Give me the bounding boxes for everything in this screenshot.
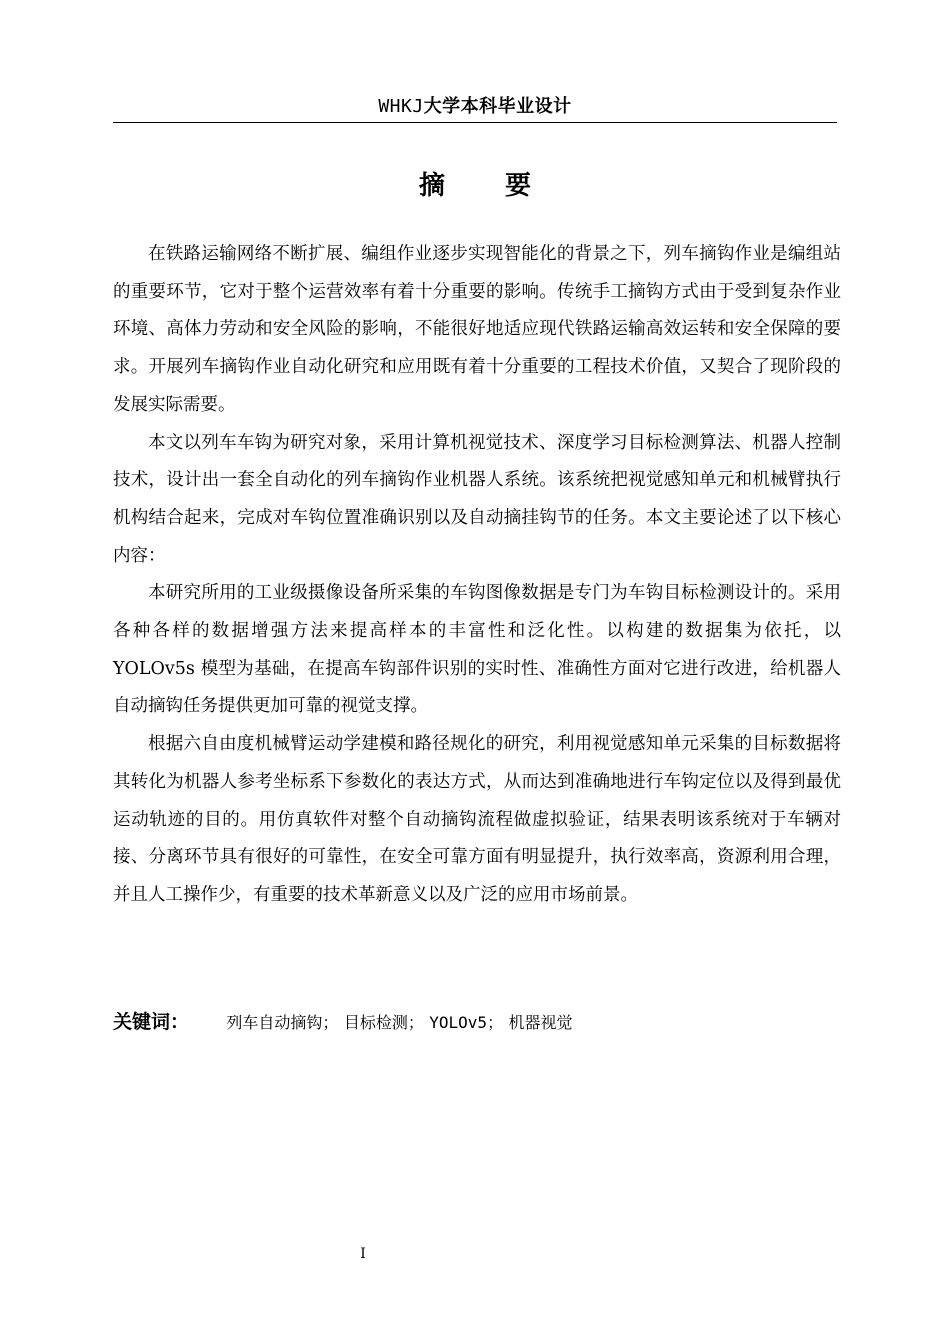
abstract-paragraph-2: 本文以列车车钩为研究对象，采用计算机视觉技术、深度学习目标检测算法、机器人控制技术，设计出一套全自动化的列车摘钩作业机器人系统。该系统把视觉感知单元和机械臂执行机构结合起来，完成对车钩位置准确识别以及自动摘挂钩节的任务。本文主要论述了以下核心内容： — [113, 432, 841, 566]
keywords-label: 关键词： — [113, 1011, 190, 1033]
page-header — [113, 92, 837, 123]
abstract-paragraph-3: 本研究所用的工业级摄像设备所采集的车钩图像数据是专门为车钩目标检测设计的。采用各种各样的数据增强方法来提高样本的丰富性和泛化性。以构建的数据集为依托，以 YOLOv5s 模型为基础，在提高车钩部件识别的实时性、准确性方面对它进行改进，给机器人自动摘钩任务提供更加可靠的视觉支撑。 — [113, 583, 841, 717]
abstract-paragraph-1: 在铁路运输网络不断扩展、编组作业逐步实现智能化的背景之下，列车摘钩作业是编组站的重要环节，它对于整个运营效率有着十分重要的影响。传统手工摘钩方式由于受到复杂作业环境、高体力劳动和安全风险的影响，不能很好地适应现代铁路运输高效运转和安全保障的要求。开展列车摘钩作业自动化研究和应用既有着十分重要的工程技术价值，又契合了现阶段的发展实际需要。 — [113, 244, 841, 415]
header-title: 大学本科毕业设计 — [423, 96, 572, 117]
header-prefix: WHKJ — [378, 96, 424, 117]
keywords-line — [113, 1005, 837, 1040]
page-number: I — [360, 1246, 366, 1262]
abstract-body — [113, 236, 841, 915]
abstract-title: 摘要 — [418, 171, 591, 201]
abstract-paragraph-4: 根据六自由度机械臂运动学建模和路径规化的研究，利用视觉感知单元采集的目标数据将其转化为机器人参考坐标系下参数化的表达方式，从而达到准确地进行车钩定位以及得到最优运动轨迹的目的。用仿真软件对整个自动摘钩流程做虚拟验证，结果表明该系统对于车辆对接、分离环节具有很好的可靠性，在安全可靠方面有明显提升，执行效率高，资源利用合理，并且人工操作少，有重要的技术革新意义以及广泛的应用市场前景。 — [113, 734, 841, 905]
keyword-item: 目标检测； — [343, 1013, 424, 1032]
keyword-item: 机器视觉 — [508, 1013, 573, 1032]
keyword-item: YOLOv5； — [429, 1013, 504, 1032]
keyword-item: 列车自动摘钩； — [226, 1013, 339, 1032]
